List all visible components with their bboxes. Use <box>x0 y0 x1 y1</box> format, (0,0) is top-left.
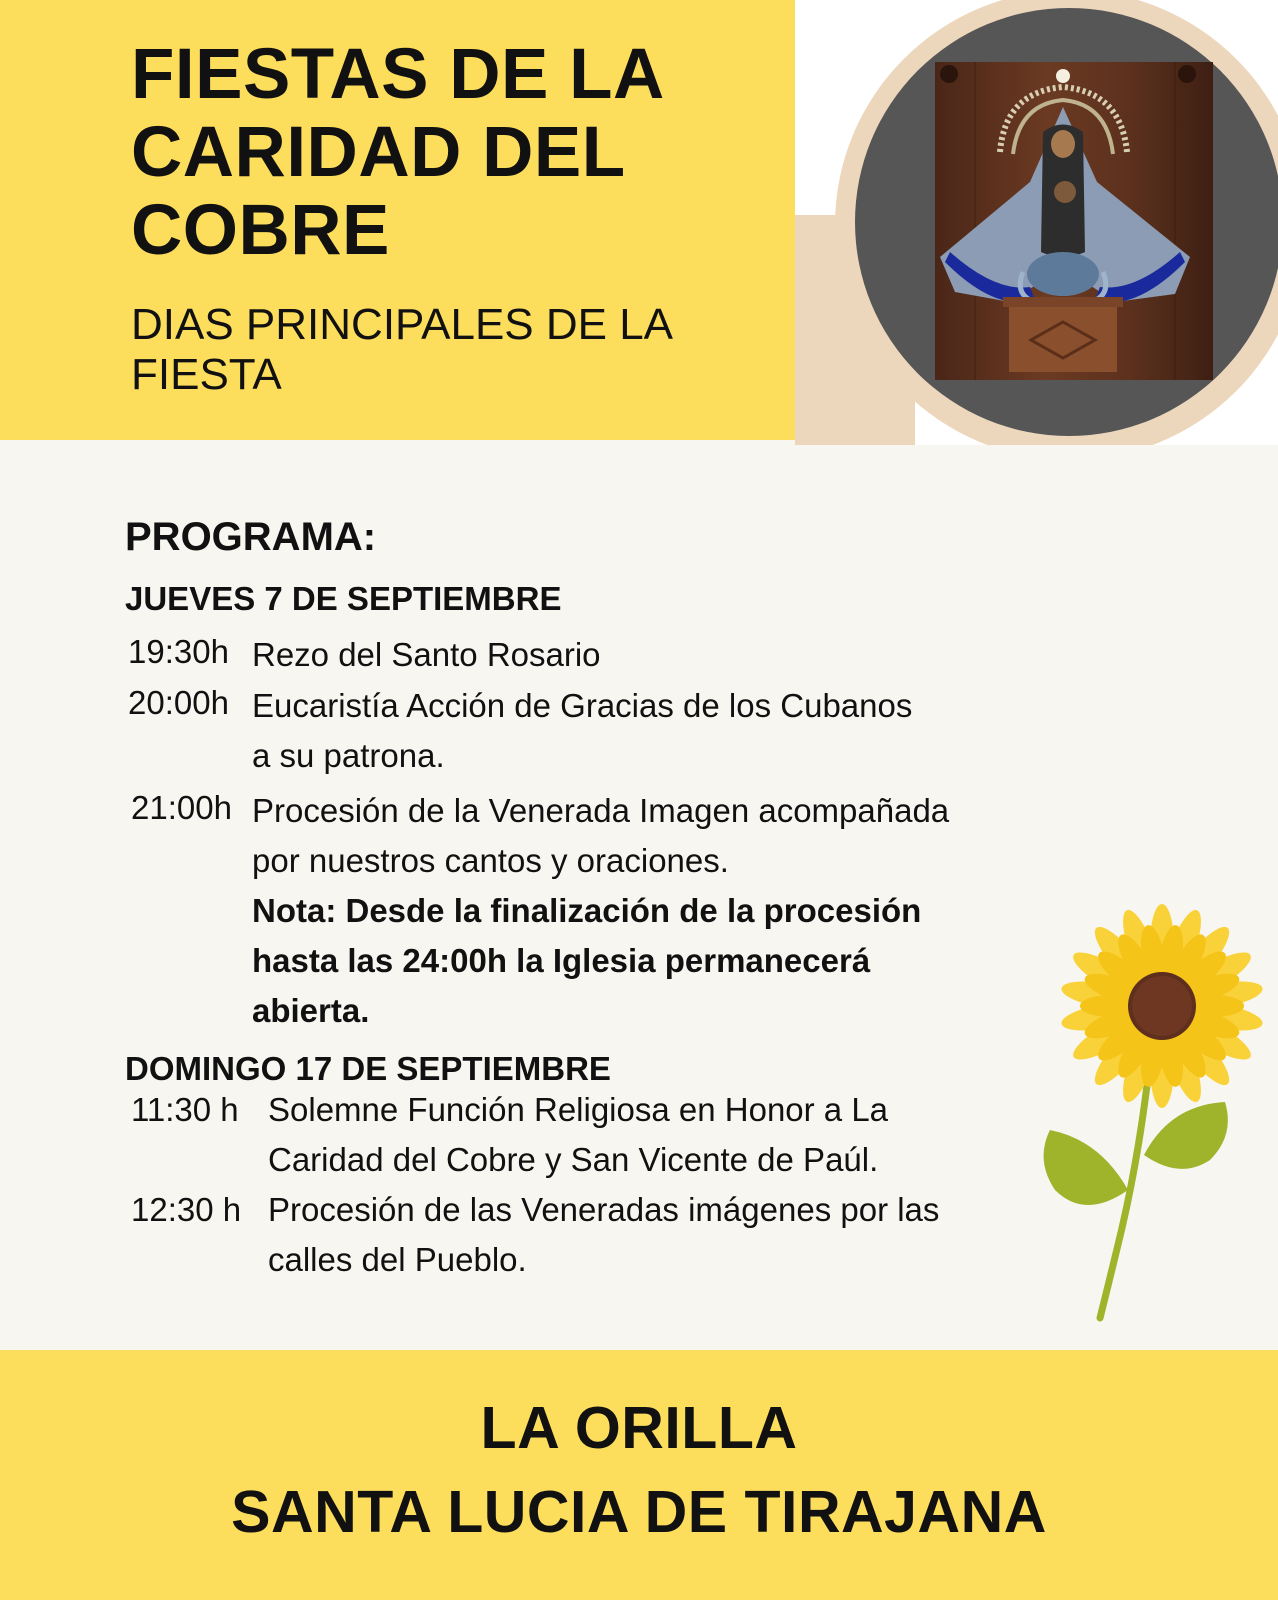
event-note-line: abierta. <box>252 992 370 1029</box>
sunflower-icon <box>1040 890 1278 1330</box>
subtitle-line: DIAS PRINCIPALES DE LA <box>131 300 674 349</box>
program-heading: PROGRAMA: <box>125 515 377 559</box>
event-time: 12:30 h <box>131 1191 242 1228</box>
event-time: 11:30 h <box>131 1091 239 1128</box>
page-subtitle <box>131 300 791 400</box>
event-note-line: hasta las 24:00h la Iglesia permanecerá <box>252 942 871 979</box>
day-heading: DOMINGO 17 DE SEPTIEMBRE <box>125 1050 611 1087</box>
location-line: SANTA LUCIA DE TIRAJANA <box>231 1479 1047 1545</box>
image-panel <box>795 0 1278 445</box>
event-description <box>268 1085 888 1185</box>
day-heading: JUEVES 7 DE SEPTIEMBRE <box>125 580 562 617</box>
sunflower-illustration <box>1040 890 1278 1330</box>
location-line: LA ORILLA <box>480 1395 798 1461</box>
title-line: FIESTAS DE LA <box>131 35 665 114</box>
title-line: CARIDAD DEL <box>131 113 626 192</box>
event-line: Procesión de las Veneradas imágenes por las <box>268 1191 940 1228</box>
event-description <box>252 786 949 1036</box>
page-title <box>131 36 771 270</box>
subtitle-line: FIESTA <box>131 350 282 399</box>
event-description <box>268 1185 939 1285</box>
event-time: 20:00h <box>128 684 229 721</box>
event-line: Procesión de la Venerada Imagen acompañada <box>252 792 950 829</box>
event-line: calles del Pueblo. <box>268 1241 527 1278</box>
event-note-line: Nota: Desde la finalización de la procesión <box>252 892 922 929</box>
event-line: por nuestros cantos y oraciones. <box>252 842 729 879</box>
event-time: 19:30h <box>128 633 229 670</box>
title-line: COBRE <box>131 191 390 270</box>
event-line: Solemne Función Religiosa en Honor a La <box>268 1091 889 1128</box>
footer-banner <box>0 1350 1278 1600</box>
event-line: a su patrona. <box>252 737 445 774</box>
event-description <box>252 630 601 680</box>
virgin-statue-image <box>935 62 1213 380</box>
event-time: 21:00h <box>131 789 232 826</box>
event-line: Caridad del Cobre y San Vicente de Paúl. <box>268 1141 879 1178</box>
event-line: Eucaristía Acción de Gracias de los Cubanos <box>252 687 913 724</box>
event-line: Rezo del Santo Rosario <box>252 636 601 673</box>
event-description <box>252 681 912 781</box>
statue-illustration <box>935 62 1213 380</box>
